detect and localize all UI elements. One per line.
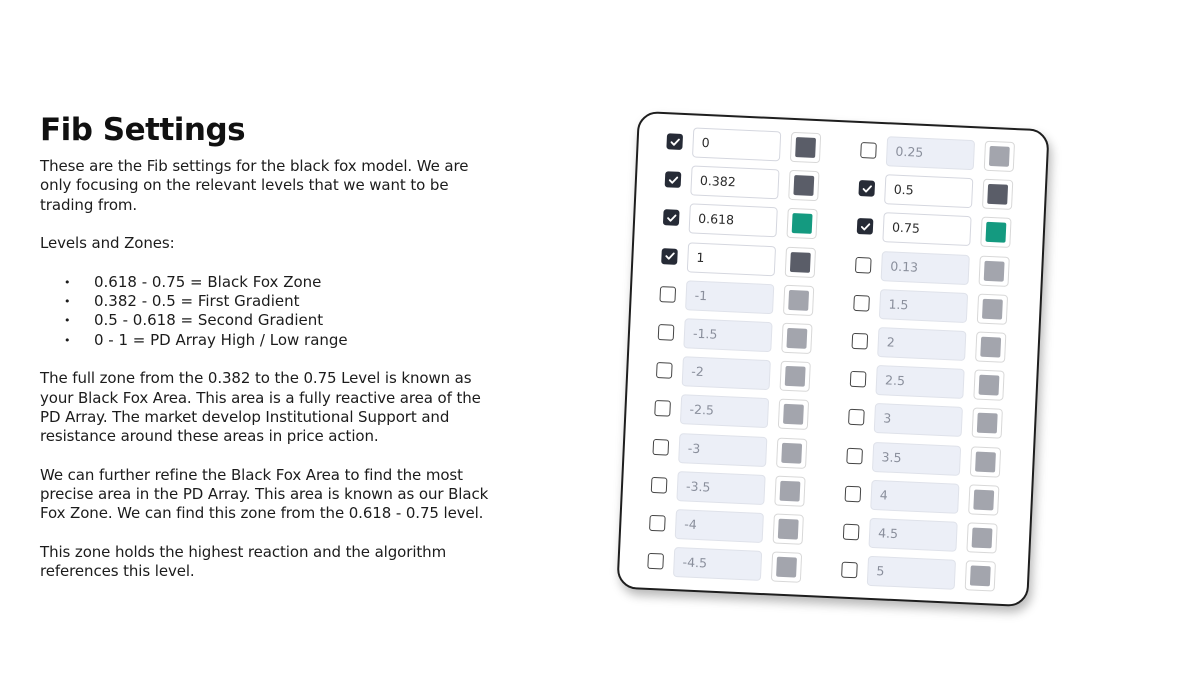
swatch-color — [979, 375, 1000, 396]
level-value-input[interactable]: 1 — [687, 242, 776, 276]
level-color-swatch[interactable] — [785, 246, 816, 277]
level-checkbox[interactable] — [659, 286, 676, 303]
level-checkbox[interactable] — [850, 371, 867, 388]
level-color-swatch[interactable] — [965, 560, 996, 591]
level-value-input[interactable]: 3 — [874, 403, 963, 437]
level-value-input[interactable]: 0.5 — [884, 174, 973, 208]
level-checkbox[interactable] — [860, 142, 877, 159]
fib-levels-right-column — [841, 131, 1016, 596]
swatch-color — [785, 366, 806, 387]
swatch-color — [989, 146, 1010, 167]
level-checkbox[interactable] — [855, 257, 872, 274]
swatch-color — [972, 527, 993, 548]
level-color-swatch[interactable] — [778, 399, 809, 430]
level-color-swatch[interactable] — [968, 484, 999, 515]
level-value-input[interactable]: 1.5 — [879, 289, 968, 323]
level-color-swatch[interactable] — [771, 552, 802, 583]
swatch-color — [984, 260, 1005, 281]
level-color-swatch[interactable] — [978, 255, 1009, 286]
level-value-input[interactable]: -3 — [678, 433, 767, 467]
level-value-input[interactable]: -3.5 — [676, 471, 765, 505]
list-item: • 0.5 - 0.618 = Second Gradient — [40, 311, 490, 330]
level-color-swatch[interactable] — [973, 370, 1004, 401]
checkmark-icon — [665, 212, 676, 223]
level-color-swatch[interactable] — [776, 437, 807, 468]
level-checkbox[interactable] — [649, 515, 666, 532]
level-value-input[interactable]: 2 — [877, 327, 966, 361]
checkmark-icon — [859, 221, 870, 232]
level-checkbox[interactable] — [651, 477, 668, 494]
list-item: • 0.382 - 0.5 = First Gradient — [40, 292, 490, 311]
reaction-paragraph: This zone holds the highest reaction and the algorithm references this level. — [40, 542, 447, 581]
checkmark-icon — [667, 174, 678, 185]
swatch-color — [781, 442, 802, 463]
swatch-color — [977, 413, 998, 434]
swatch-color — [778, 519, 799, 540]
swatch-color — [982, 299, 1003, 320]
refine-paragraph: We can further refine the Black Fox Area to find the most precise area in the PD Array. This area is known as our Black Fox Zone. We can find this zone from the 0.618 - 0.75 level. — [40, 465, 489, 523]
swatch-color — [975, 451, 996, 472]
level-checkbox[interactable] — [846, 447, 863, 464]
list-item: • 0.618 - 0.75 = Black Fox Zone — [40, 273, 490, 292]
swatch-color — [786, 328, 807, 349]
level-checkbox[interactable] — [665, 171, 682, 188]
swatch-color — [980, 337, 1001, 358]
level-color-swatch[interactable] — [980, 217, 1011, 248]
level-checkbox[interactable] — [654, 400, 671, 417]
level-value-input[interactable]: 0.382 — [690, 166, 779, 200]
level-color-swatch[interactable] — [774, 475, 805, 506]
level-color-swatch[interactable] — [966, 522, 997, 553]
level-checkbox[interactable] — [663, 210, 680, 227]
level-value-input[interactable]: -4 — [675, 509, 764, 543]
checkmark-icon — [861, 183, 872, 194]
level-color-swatch[interactable] — [972, 408, 1003, 439]
swatch-color — [970, 566, 991, 587]
level-checkbox[interactable] — [656, 362, 673, 379]
level-value-input[interactable]: -4.5 — [673, 547, 762, 581]
level-checkbox[interactable] — [843, 524, 860, 541]
swatch-color — [985, 222, 1006, 243]
level-checkbox[interactable] — [661, 248, 678, 265]
levels-list — [40, 273, 490, 350]
list-item: • 0 - 1 = PD Array High / Low range — [40, 331, 490, 350]
level-checkbox[interactable] — [658, 324, 675, 341]
intro-paragraph: These are the Fib settings for the black fox model. We are only focusing on the relevant levels that we want to be trading from. — [40, 157, 469, 214]
level-checkbox[interactable] — [858, 180, 875, 197]
level-value-input[interactable]: 0.75 — [882, 213, 971, 247]
level-value-input[interactable]: 5 — [867, 556, 956, 590]
page-title: Fib Settings — [40, 112, 246, 148]
swatch-color — [793, 175, 814, 196]
level-value-input[interactable]: -1.5 — [683, 318, 772, 352]
swatch-color — [792, 213, 813, 234]
swatch-color — [780, 481, 801, 502]
fib-levels-left-column — [647, 122, 822, 587]
level-checkbox[interactable] — [647, 553, 664, 570]
level-color-swatch[interactable] — [781, 323, 812, 354]
swatch-color — [790, 252, 811, 273]
level-value-input[interactable]: -2.5 — [680, 395, 769, 429]
fib-level-row — [841, 551, 997, 596]
level-color-swatch[interactable] — [786, 208, 817, 239]
level-value-input[interactable]: 3.5 — [872, 442, 961, 476]
level-checkbox[interactable] — [845, 485, 862, 502]
swatch-color — [788, 290, 809, 311]
text-column — [40, 112, 490, 601]
level-color-swatch[interactable] — [783, 285, 814, 316]
level-checkbox[interactable] — [666, 133, 683, 150]
level-value-input[interactable]: 0.25 — [886, 136, 975, 170]
level-value-input[interactable]: 4.5 — [868, 518, 957, 552]
levels-heading: Levels and Zones: — [40, 234, 175, 253]
level-value-input[interactable]: 4 — [870, 480, 959, 514]
level-color-swatch[interactable] — [975, 332, 1006, 363]
level-value-input[interactable]: -2 — [682, 356, 771, 390]
checkmark-icon — [664, 250, 675, 261]
swatch-color — [776, 557, 797, 578]
fib-settings-screenshot — [616, 111, 1049, 607]
level-color-swatch[interactable] — [773, 513, 804, 544]
level-value-input[interactable]: 0.13 — [881, 251, 970, 285]
level-color-swatch[interactable] — [984, 141, 1015, 172]
level-checkbox[interactable] — [841, 562, 858, 579]
checkmark-icon — [669, 136, 680, 147]
full-zone-paragraph: The full zone from the 0.382 to the 0.75 Level is known as your Black Fox Area. This area is a fully reactive area of the PD Array. The market develop Institutional Support and resistance around these areas in price action. — [40, 369, 481, 446]
fib-level-row — [647, 542, 803, 587]
fib-settings-panel — [616, 111, 1049, 607]
swatch-color — [987, 184, 1008, 205]
level-checkbox[interactable] — [652, 439, 669, 456]
level-color-swatch[interactable] — [977, 293, 1008, 324]
level-checkbox[interactable] — [857, 218, 874, 235]
level-value-input[interactable]: 0 — [692, 128, 781, 162]
level-color-swatch[interactable] — [780, 361, 811, 392]
swatch-color — [795, 137, 816, 158]
level-value-input[interactable]: 2.5 — [875, 365, 964, 399]
level-value-input[interactable]: -1 — [685, 280, 774, 314]
level-checkbox[interactable] — [853, 295, 870, 312]
level-color-swatch[interactable] — [970, 446, 1001, 477]
swatch-color — [973, 489, 994, 510]
level-checkbox[interactable] — [848, 409, 865, 426]
level-color-swatch[interactable] — [982, 179, 1013, 210]
level-value-input[interactable]: 0.618 — [689, 204, 778, 238]
level-checkbox[interactable] — [851, 333, 868, 350]
level-color-swatch[interactable] — [790, 132, 821, 163]
swatch-color — [783, 404, 804, 425]
level-color-swatch[interactable] — [788, 170, 819, 201]
